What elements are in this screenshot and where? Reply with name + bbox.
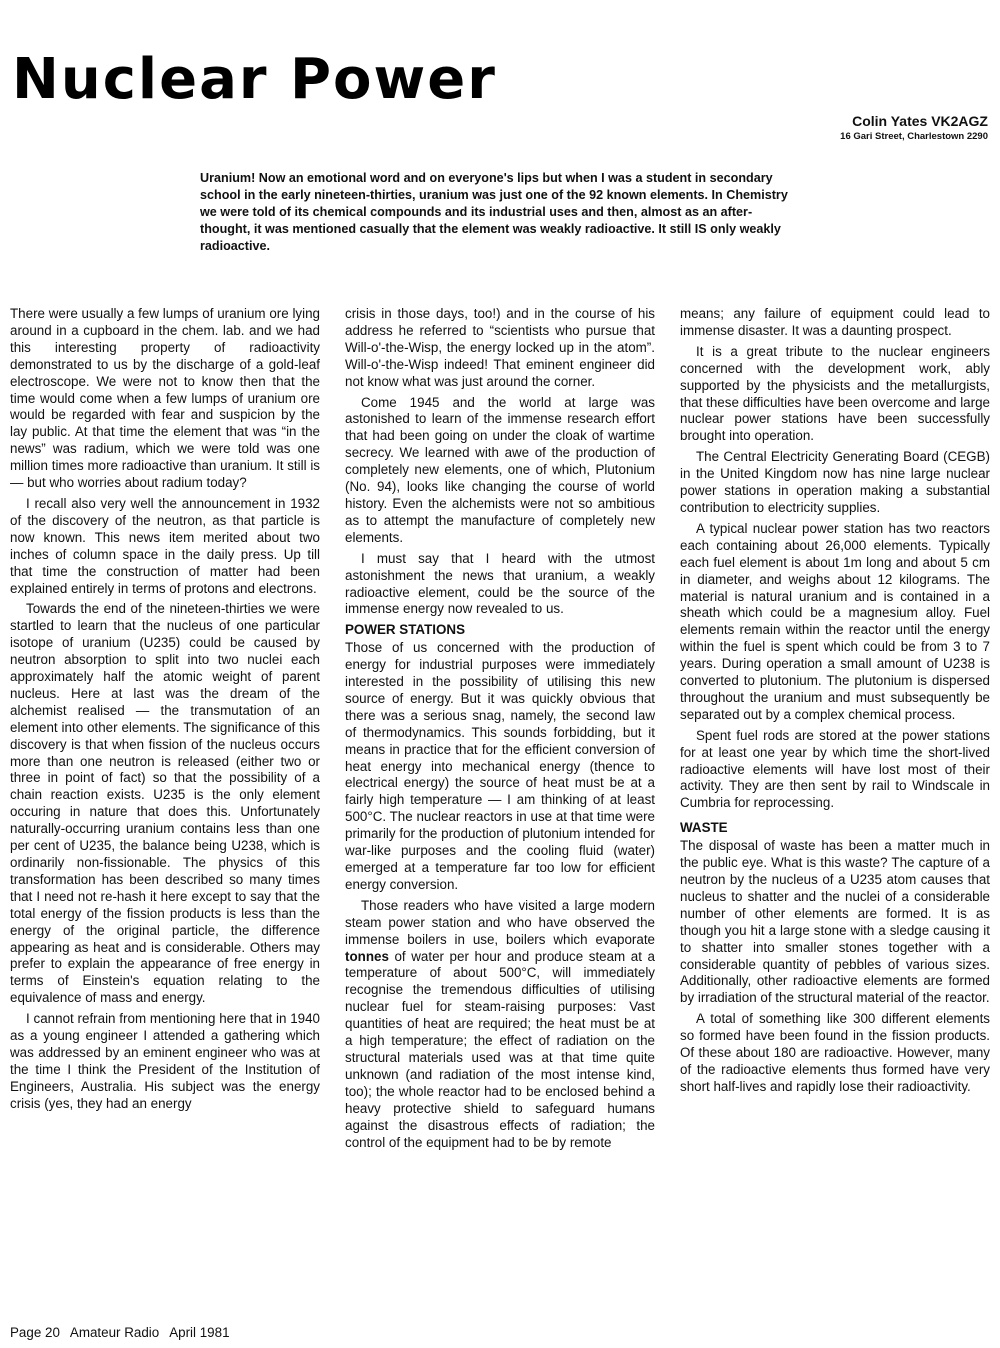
text-run: of water per hour and produce steam at a temperature of about 500°C, will immediately recognise the tremendous difficulties of utilising nuclear fuel for steam-raising purposes: Vast quantities of heat are required; the heat must be at a high temperature; the effect of radiation on the structural materials used was at that time quite unknown (and radiation of the most intense kind, too); the whole reactor had to be enclosed behind a heavy protective shield to safeguard humans against the disastrous effects of radiation; the control of the equipment had to be by remote [345, 948, 655, 1150]
paragraph: The disposal of waste has been a matter much in the public eye. What is this waste? The capture of a neutron by the nucleus of a U235 atom causes that nucleus to shatter and the nuclei of a considerable number of other elements are formed. It is as though you hit a large stone with a sledge causing it to shatter into smaller stones together with a considerable quantity of pebbles of various sizes. Additionally, other radioactive elements are formed by irradiation of the structural material of the reactor. [680, 838, 990, 1006]
section-heading-power-stations: POWER STATIONS [345, 622, 466, 638]
paragraph: I recall also very well the announcement in 1932 of the discovery of the neutron, as that particle is now known. This news item merited about two inches of column space in the daily press. Up till that time the construction of matter had been explained entirely in terms of protons and electrons. [10, 495, 320, 596]
paragraph: A typical nuclear power station has two reactors each containing about 26,000 elements. Typically each fuel element is about 1m long and about 5 cm in diameter, and weighs about 12 kilograms. The material is natural uranium and is contained in a sheath which could be a magnesium alloy. Fuel elements remain within the reactor until the energy within the fuel is spent which could be from 3 to 7 years. During operation a small amount of U238 is converted to plutonium. The plutonium is dispersed throughout the uranium and must subsequently be separated out by a complex chemical process. [680, 520, 990, 722]
column-1 [10, 306, 320, 1311]
paragraph: means; any failure of equipment could lead to immense disaster. It was a daunting prospect. [680, 306, 990, 338]
author-address: 16 Gari Street, Charlestown 2290 [840, 131, 988, 142]
paragraph: There were usually a few lumps of uranium ore lying around in a cupboard in the chem. lab. and we had this interesting property of radioactivity demonstrated to us by the discharge of a gold-leaf electroscope. We were not to know then that the time would come when a few lumps of uranium ore would be regarded with fear and suspicion by the lay public. At that time the element that was “in the news” was radium, which we were told was one million times more radioactive than uranium. It still is — but who worries about radium today? [10, 306, 320, 491]
author-block [840, 113, 988, 143]
text-run: Those readers who have visited a large modern steam power station and who have observed the immense boilers in use, boilers which evaporate [345, 897, 655, 947]
article-title: Nuclear Power [12, 47, 497, 112]
article-body [10, 306, 990, 1311]
author-name: Colin Yates VK2AGZ [852, 113, 988, 129]
paragraph: Towards the end of the nineteen-thirties we were startled to learn that the nucleus of one particular isotope of uranium (U235) could be caused by neutron absorption to split into two nuclei each approximately half the atomic weight of parent nucleus. Here at last was the dream of the alchemist realised — the transmutation of an element into other elements. The significance of this discovery is that when fission of the nucleus occurs more than one neutron is released (either two or three in point of fact) so that the possibility of a chain reaction exists. U235 is the only element occuring in nature that does this. Unfortunately naturally-occurring uranium contains less than one per cent of U235, the balance being U238, which is ordinarily non-fissionable. The physics of this transformation has been described so many times that I need not re-hash it here except to say that the total energy of the fission products is less than the energy of the original particle, the difference appearing as heat and is considerable. Others may prefer to explain the appearance of free energy in terms of Einstein's equation relating to the equivalence of mass and energy. [10, 601, 320, 1006]
issue-date: April 1981 [169, 1325, 230, 1340]
paragraph: The Central Electricity Generating Board (CEGB) in the United Kingdom now has nine large nuclear power stations in operation making a substantial contribution to electricity supplies. [680, 449, 990, 515]
paragraph: I cannot refrain from mentioning here that in 1940 as a young engineer I attended a gathering which was addressed by an eminent engineer who was at the time I think the President of the Institution of Engineers, Australia. His subject was the energy crisis (yes, they had an energy [10, 1011, 320, 1111]
page-footer [10, 1325, 240, 1341]
paragraph: Come 1945 and the world at large was astonished to learn of the immense research effort that had been going on under the cloak of wartime secrecy. We learned with awe of the production of completely new elements, one of which, Plutonium (No. 94), looks like changing the course of world history. Even the alchemists were not so ambitious as to attempt the manufacture of completely new elements. [345, 394, 655, 545]
paragraph: Spent fuel rods are stored at the power stations for at least one year by which time the short-lived radioactive elements will have lost most of their activity. They are then sent by rail to Windscale in Cumbria for reprocessing. [680, 727, 990, 811]
paragraph: A total of something like 300 different elements so formed have been found in the fission products. Of these about 180 are radioactive. However, many of the radioactive elements thus formed have very short half-lives and rapidly lose their radioactivity. [680, 1011, 990, 1094]
column-3 [680, 306, 990, 1311]
page-number: Page 20 [10, 1325, 60, 1340]
paragraph: crisis in those days, too!) and in the course of his address he referred to “scientists who pursue that Will-o'-the-Wisp, the energy locked up in the atom”. Will-o'-the-Wisp indeed! That eminent engineer did not know what was just around the corner. [345, 306, 655, 389]
column-2 [345, 306, 655, 1311]
paragraph: I must say that I heard with the utmost astonishment the news that uranium, a weakly radioactive element, could be the source of the immense energy now revealed to us. [345, 550, 655, 617]
emphasis-tonnes: tonnes [345, 948, 389, 964]
paragraph [345, 898, 655, 1152]
magazine-name: Amateur Radio [69, 1325, 160, 1340]
section-heading-waste: WASTE [680, 820, 728, 836]
paragraph: It is a great tribute to the nuclear engineers concerned with the development work, ably supported by the physicists and the metallurgists, that these difficulties have been overcome and large nuclear power stations have been successfully brought into operation. [680, 343, 990, 444]
paragraph: Those of us concerned with the production of energy for industrial purposes were immediately interested in the possibility of utilising this new source of energy. But it was quickly obvious that there was a serious snag, namely, the second law of thermodynamics. This sounds forbidding, but it means in practice that for the efficient conversion of heat energy into mechanical energy (thence to electrical energy) the source of heat must be at a fairly high temperature — I am thinking of at least 500°C. The nuclear reactors in use at that time were primarily for the production of plutonium intended for war-like purposes and the cooling fluid (water) emerged at a temperature far too low for efficient energy conversion. [345, 640, 655, 892]
intro-paragraph: Uranium! Now an emotional word and on everyone's lips but when I was a student in secondary school in the early nineteen-thirties, uranium was just one of the 92 known elements. In Chemistry we were told of its chemical compounds and its industrial uses and then, almost as an after-thought, it was mentioned casually that the element was weakly radioactive. It still IS only weakly radioactive. [200, 171, 788, 253]
